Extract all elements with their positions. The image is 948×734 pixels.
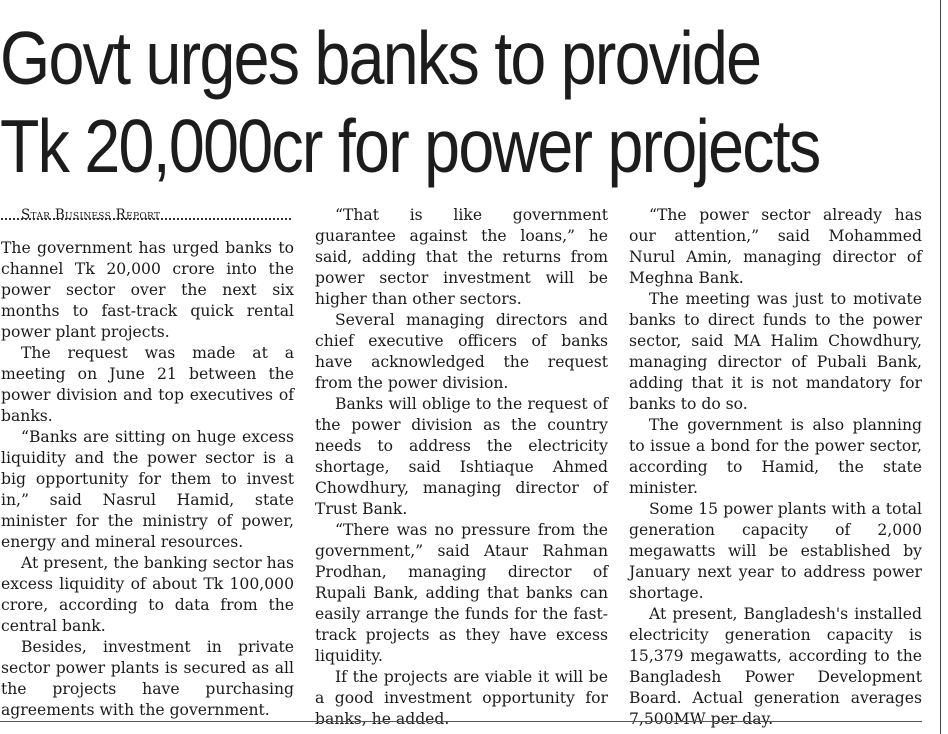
article-column-2: [315, 205, 608, 730]
paragraph: Banks will oblige to the request of the power division as the country needs to address the electricity shortage, said Ishtiaque Ahmed Chowdhury, managing director of Trust Bank.: [315, 395, 608, 518]
paragraph: The government has urged banks to channel Tk 20,000 crore into the power sector over the next six months to fast-track quick rental power plant projects.: [1, 239, 294, 341]
article-column-3: [629, 205, 922, 730]
paragraph: Besides, investment in private sector power plants is secured as all the projects have purchasing agreements with the government.: [1, 638, 294, 719]
paragraph: At present, Bangladesh's installed electricity generation capacity is 15,379 megawatts, according to the Bangladesh Power Development Board. Actual generation averages 7,500MW per day.: [629, 605, 922, 728]
paragraph: “Banks are sitting on huge excess liquidity and the power sector is a big opportunity for them to invest in,” said Nasrul Hamid, state minister for the ministry of power, energy and mineral resources.: [1, 428, 294, 551]
headline-line-1: Govt urges banks to provide: [0, 16, 761, 100]
paragraph: At present, the banking sector has excess liquidity of about Tk 100,000 crore, according to data from the central bank.: [1, 554, 294, 635]
byline-divider: [1, 212, 291, 220]
paragraph: The meeting was just to motivate banks to direct funds to the power sector, said MA Halim Chowdhury, managing director of Pubali Bank, adding that it is not mandatory for banks to do so.: [629, 290, 922, 413]
bottom-rule: [0, 721, 922, 722]
right-edge-rule: [940, 0, 941, 734]
paragraph: Some 15 power plants with a total generation capacity of 2,000 megawatts will be established by January next year to address power shortage.: [629, 500, 922, 602]
paragraph: “That is like government guarantee against the loans,” he said, adding that the returns from power sector investment will be higher than other sectors.: [315, 206, 608, 308]
byline: Star Business Report: [21, 207, 161, 223]
headline: [0, 14, 820, 190]
paragraph: “There was no pressure from the government,” said Ataur Rahman Prodhan, managing director of Rupali Bank, adding that banks can easily arrange the funds for the fast-track projects as they have excess liquidity.: [315, 521, 608, 665]
article-column-1: [1, 205, 294, 721]
headline-line-2: Tk 20,000cr for power projects: [0, 104, 820, 188]
paragraph: Several managing directors and chief executive officers of banks have acknowledged the request from the power division.: [315, 311, 608, 392]
paragraph: “The power sector already has our attention,” said Mohammed Nurul Amin, managing director of Meghna Bank.: [629, 206, 922, 287]
paragraph: If the projects are viable it will be a good investment opportunity for banks, he added.: [315, 668, 608, 728]
paragraph: The government is also planning to issue a bond for the power sector, according to Hamid, the state minister.: [629, 416, 922, 497]
paragraph: The request was made at a meeting on June 21 between the power division and top executives of banks.: [1, 344, 294, 425]
